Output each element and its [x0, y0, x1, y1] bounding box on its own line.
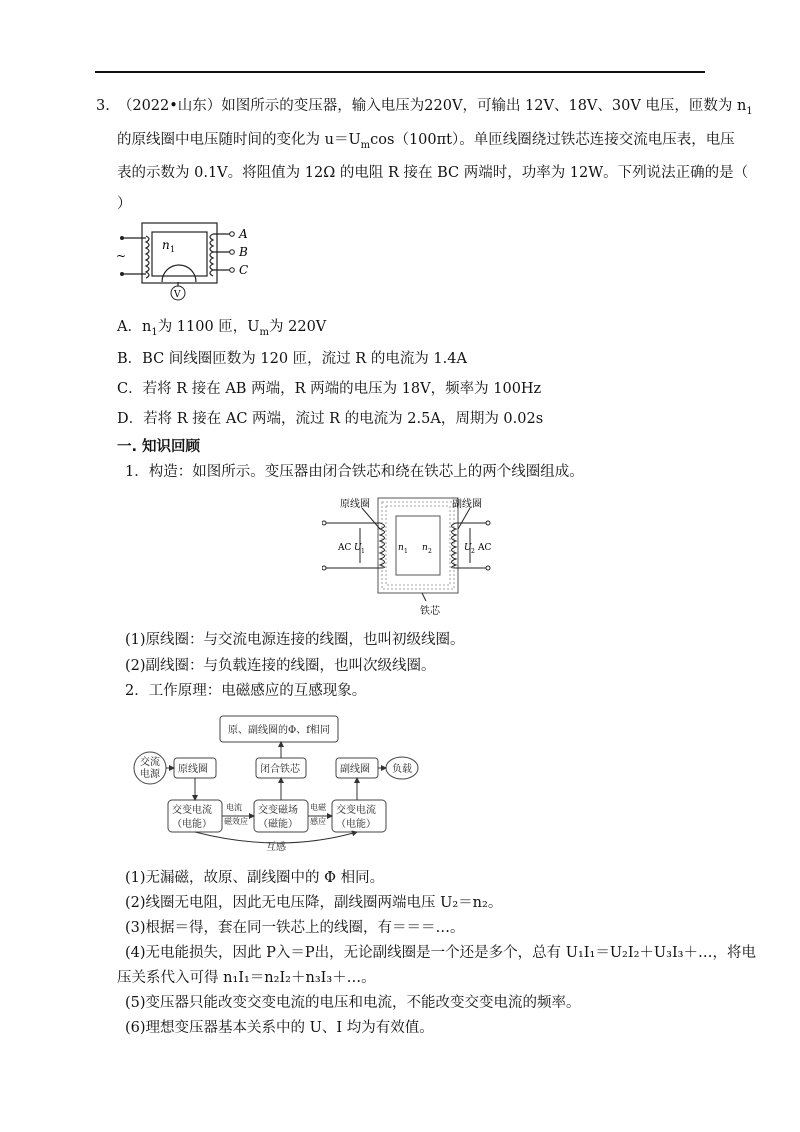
note-2: (2)线圈无电阻，因此无电压降，副线圈两端电压 U₂＝n₂。: [125, 895, 503, 911]
point-2: (2)副线圈：与负载连接的线圈，也叫次级线圈。: [125, 658, 436, 674]
note-3: (3)根据＝得，套在同一铁芯上的线圈，有＝＝＝…。: [125, 920, 465, 936]
transformer-structure-figure: [322, 493, 500, 617]
flow-ac1-line-1: 交变电流: [172, 805, 212, 816]
flow-ac2-line-2: （电能）: [336, 819, 376, 830]
item-2-text: 2．工作原理：电磁感应的互感现象。: [125, 683, 367, 699]
terminal-b: B: [239, 245, 248, 259]
terminal-a: A: [239, 227, 248, 241]
flow-arrow2-line-2: 感应: [310, 817, 326, 826]
ac-left-label: AC: [338, 543, 352, 553]
flow-load-box: 负载: [392, 764, 412, 775]
secondary-coil-label: 副线圈: [452, 499, 482, 510]
n1-label: n: [162, 238, 170, 252]
flow-source-line-2: 电源: [140, 769, 160, 780]
flow-arrow2-line-1: 电磁: [310, 803, 326, 812]
option-d: D．若将 R 接在 AC 两端，流过 R 的电流为 2.5A，周期为 0.02s: [117, 411, 544, 427]
flow-primary-box: 原线圈: [178, 764, 208, 775]
option-a: A．$n_1$为 1100 匝，$U_m$为 220V: [117, 319, 327, 338]
n1-coil-sub: 1: [404, 548, 408, 555]
n1-coil-label: n: [398, 543, 404, 553]
note-4a: (4)无电能损失，因此 P入＝P出，无论副线圈是一个还是多个，总有 U₁I₁＝U₂I₂＋U₃I₃＋…，将电: [125, 945, 756, 961]
terminal-c: C: [239, 263, 249, 277]
question-line-1: 3. （2022•山东）如图所示的变压器，输入电压为220V，可输出 12V、18V、30V 电压，匝数为 $n_1$: [96, 98, 753, 117]
voltmeter-label: V: [174, 290, 181, 300]
item-1-text: 1．构造：如图所示。变压器由闭合铁芯和绕在铁芯上的两个线圈组成。: [125, 464, 584, 480]
working-principle-diagram: [130, 712, 420, 854]
point-1: (1)原线圈：与交流电源连接的线圈，也叫初级线圈。: [125, 632, 465, 648]
section-heading: 一. 知识回顾: [117, 439, 201, 455]
flow-ac2-line-1: 交变电流: [336, 805, 376, 816]
note-6: (6)理想变压器基本关系中的 U、I 均为有效值。: [125, 1020, 434, 1036]
option-c: C．若将 R 接在 AB 两端，R 两端的电压为 18V，频率为 100Hz: [117, 381, 542, 397]
core-label: 铁芯: [420, 606, 440, 617]
option-b: B．BC 间线圈匝数为 120 匝，流过 R 的电流为 1.4A: [117, 351, 467, 367]
ac-right-label: AC: [478, 543, 492, 553]
n2-coil-sub: 2: [428, 548, 432, 555]
n2-coil-label: n: [422, 543, 428, 553]
transformer-sketch: [112, 218, 252, 302]
u1-sub: 1: [361, 548, 365, 555]
flow-arrow1-line-2: 磁效应: [224, 817, 248, 826]
question-line-2: 的原线圈中电压随时间的变化为 $u=U_m\cos(100\pi t)$。单匝线圈绕过铁芯连接交流电压表，电压: [117, 132, 735, 151]
header-rule: [95, 71, 705, 73]
flow-mag-line-1: 交变磁场: [258, 805, 298, 816]
flow-core-box: 闭合铁芯: [260, 764, 300, 775]
note-4b: 压关系代入可得 n₁I₁＝n₂I₂＋n₃I₃＋…。: [117, 970, 376, 986]
u2-sub: 2: [471, 548, 475, 555]
flow-ac1-line-2: （电能）: [172, 819, 212, 830]
u1-label: U: [354, 543, 362, 553]
question-line-4: ）: [117, 196, 132, 212]
question-line-3: 表的示数为 0.1V。将阻值为 12Ω 的电阻 R 接在 BC 两端时，功率为 12W。下列说法正确的是（: [117, 165, 749, 181]
flow-source-line-1: 交流: [140, 757, 160, 768]
flow-arrow1-line-1: 电流: [226, 803, 242, 812]
u2-label: U: [464, 543, 472, 553]
note-1: (1)无漏磁，故原、副线圈中的 Φ 相同。: [125, 870, 385, 886]
n1-sub: 1: [170, 245, 176, 254]
primary-coil-label: 原线圈: [340, 499, 370, 510]
flow-mag-line-2: （磁能）: [258, 819, 298, 830]
flow-mutual-label: 互感: [266, 842, 286, 853]
ac-tilde: ~: [116, 249, 127, 263]
flow-top-box: 原、副线圈的Φ、f相同: [228, 725, 330, 736]
note-5: (5)变压器只能改变交变电流的电压和电流，不能改变交变电流的频率。: [125, 995, 581, 1011]
flow-secondary-box: 副线圈: [340, 764, 370, 775]
